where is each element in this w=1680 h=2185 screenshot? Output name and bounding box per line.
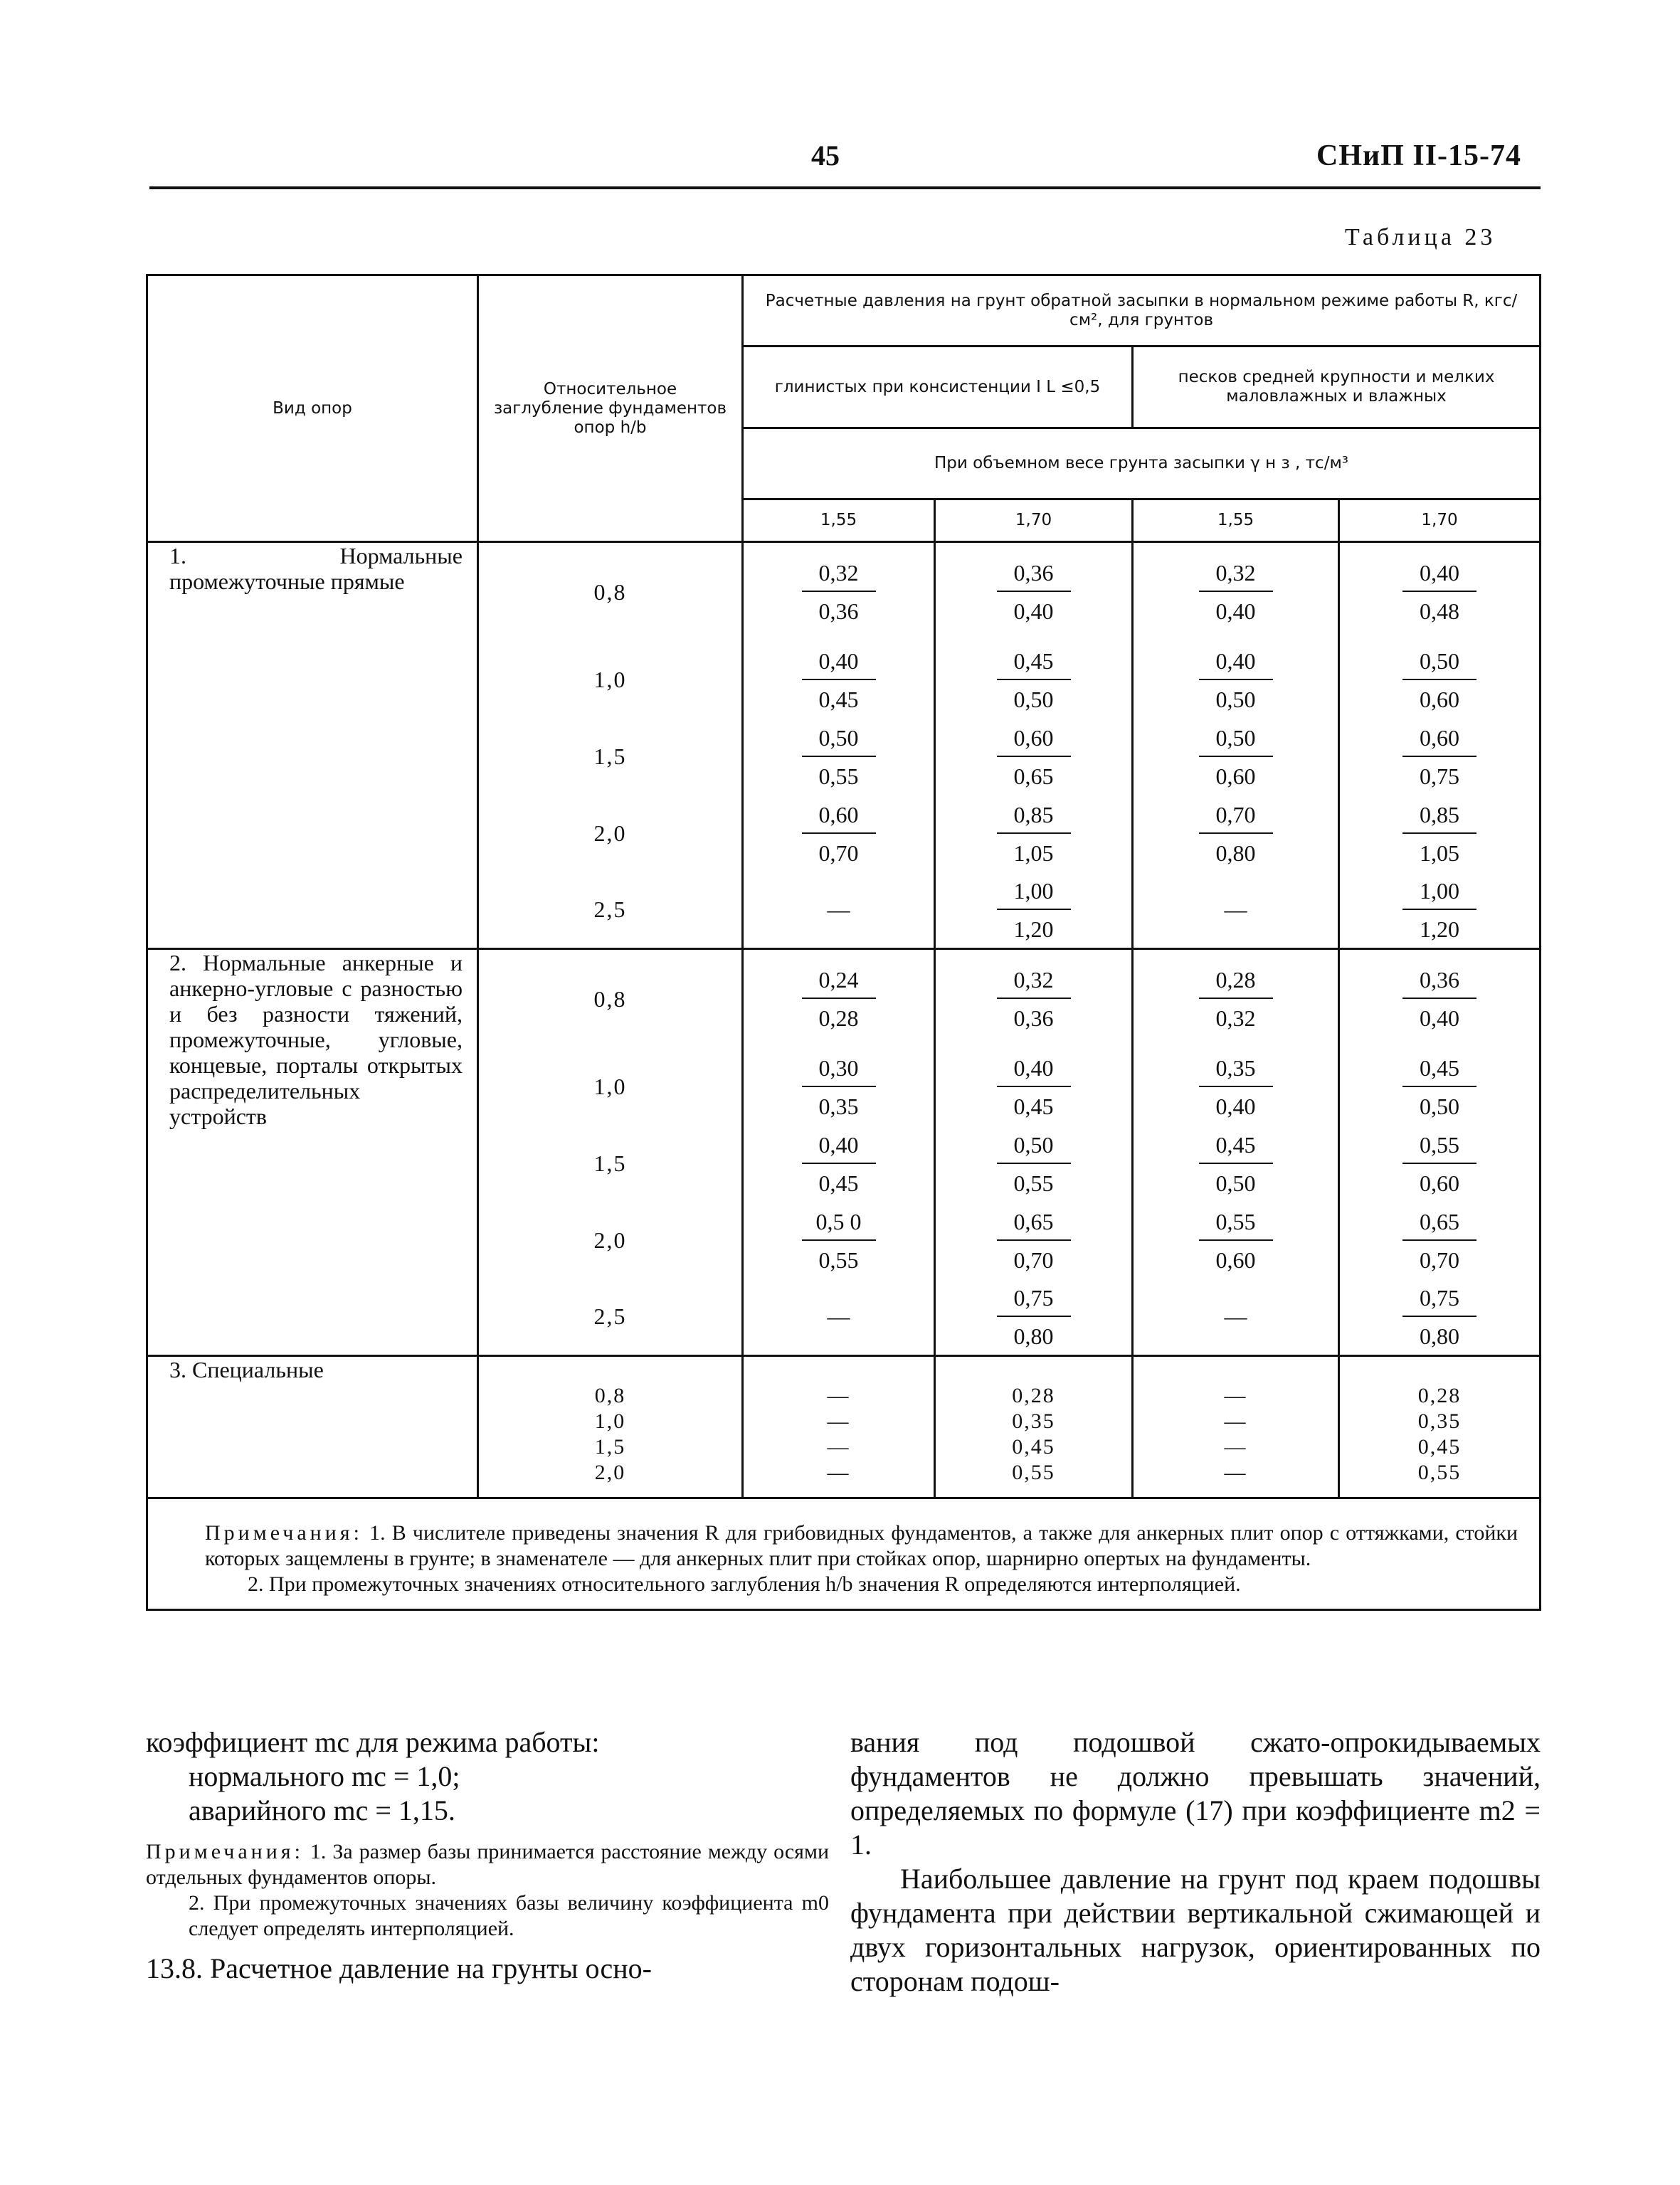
pressure-cell-2 [935, 642, 1133, 719]
numerator: 0,50 [997, 1130, 1071, 1164]
numerator: 0,28 [1199, 965, 1273, 999]
denominator: 0,75 [1420, 763, 1460, 789]
pressure-cell-3 [1133, 1279, 1339, 1356]
depth-value: 2,0 [478, 795, 743, 872]
pressure-cell-1 [743, 872, 935, 949]
numerator: 0,45 [997, 646, 1071, 680]
denominator: 0,60 [1215, 763, 1256, 789]
numerator: 0,32 [802, 558, 876, 592]
denominator: 1,05 [1013, 840, 1054, 866]
pressure-cell-2 [935, 1126, 1133, 1202]
pressure-cell-1 [743, 795, 935, 872]
fraction-value [1402, 558, 1476, 626]
special-col-1 [743, 1356, 935, 1498]
table-notes [147, 1498, 1541, 1610]
coef-line-2: нормального mc = 1,0; [189, 1760, 460, 1792]
header-rule [149, 186, 1541, 189]
depth-value: 0,8 [478, 949, 743, 1049]
depth-value: 1,0 [478, 642, 743, 719]
coef-line-3: аварийного mc = 1,15. [189, 1794, 455, 1826]
left-note-1: 1. За размер базы принимается расстояние между осями отдельных фундаментов опоры. [146, 1840, 829, 1889]
left-note-2: 2. При промежуточных значениях базы величину коэффициента m0 следует определять интерполяцией. [189, 1891, 829, 1940]
special-value: 0,35 [1417, 1409, 1462, 1433]
no-value-dash: — [1224, 896, 1247, 923]
denominator: 0,60 [1420, 1170, 1460, 1196]
special-value: — [827, 1434, 850, 1459]
pressure-cell-3 [1133, 642, 1339, 719]
denominator: 0,80 [1215, 840, 1256, 866]
numerator: 0,85 [1402, 800, 1476, 834]
numerator: 0,36 [1402, 965, 1476, 999]
fraction-value [1402, 1283, 1476, 1351]
denominator: 0,50 [1420, 1093, 1460, 1119]
pressure-cell-3 [1133, 719, 1339, 795]
no-value-dash: — [827, 896, 850, 923]
fraction-value [1402, 876, 1476, 944]
pressure-cell-4 [1339, 872, 1541, 949]
denominator: 0,70 [1420, 1247, 1460, 1273]
fraction-value [1402, 1053, 1476, 1121]
left-notes-title: Примечания: [146, 1840, 304, 1863]
denominator: 0,55 [818, 763, 859, 789]
numerator: 1,00 [1402, 876, 1476, 910]
special-value: — [1224, 1409, 1247, 1433]
denominator: 0,55 [818, 1247, 859, 1273]
denominator: 1,05 [1420, 840, 1460, 866]
pressure-cell-1 [743, 642, 935, 719]
numerator: 0,40 [997, 1053, 1071, 1087]
support-type-name: 1. Нормальные промежуточные прямые [147, 542, 478, 949]
denominator: 0,36 [818, 598, 859, 625]
denominator: 0,80 [1420, 1323, 1460, 1349]
depth-list [478, 1356, 743, 1498]
table-note-2: 2. При промежуточных значениях относительного заглубления h/b значения R определяются интерполяцией. [248, 1572, 1241, 1596]
special-value: 1,0 [594, 1409, 626, 1433]
table-23 [146, 274, 1541, 1611]
fraction-value [1199, 800, 1273, 868]
header-type: Вид опор [147, 275, 478, 542]
pressure-cell-3 [1133, 1049, 1339, 1126]
pressure-cell-3 [1133, 542, 1339, 642]
pressure-cell-2 [935, 795, 1133, 872]
pressure-cell-1 [743, 1279, 935, 1356]
pressure-cell-1 [743, 1049, 935, 1126]
fraction-value [802, 646, 876, 714]
depth-value: 1,5 [478, 1126, 743, 1202]
special-value: 0,45 [1417, 1434, 1462, 1459]
numerator: 0,40 [1199, 646, 1273, 680]
fraction-value [1402, 965, 1476, 1033]
header-soil-sand: песков средней крупности и мелких маловлажных и влажных [1133, 346, 1541, 428]
fraction-value [997, 646, 1071, 714]
fraction-value [802, 558, 876, 626]
fraction-value [997, 723, 1071, 791]
fraction-value [997, 1283, 1071, 1351]
table-row [147, 1356, 1541, 1498]
numerator: 0,55 [1402, 1130, 1476, 1164]
fraction-value [997, 965, 1071, 1033]
fraction-value [1402, 1207, 1476, 1275]
weight-sand-170: 1,70 [1339, 499, 1541, 542]
denominator: 0,40 [1013, 598, 1054, 625]
denominator: 1,20 [1013, 916, 1054, 942]
weight-clay-155: 1,55 [743, 499, 935, 542]
special-col-3 [1133, 1356, 1339, 1498]
denominator: 0,60 [1215, 1247, 1256, 1273]
numerator: 0,40 [802, 1130, 876, 1164]
table-label: Таблица 23 [1345, 224, 1496, 250]
numerator: 0,70 [1199, 800, 1273, 834]
denominator: 0,45 [818, 686, 859, 712]
numerator: 0,65 [1402, 1207, 1476, 1241]
denominator: 0,50 [1215, 686, 1256, 712]
fraction-value [802, 723, 876, 791]
special-value: — [1224, 1460, 1247, 1484]
denominator: 1,20 [1420, 916, 1460, 942]
right-para-1: вания под подошвой сжато-опрокидываемых фундаментов не должно превышать значений, определяемых по формуле (17) при коэффициенте m2 = 1. [850, 1726, 1541, 1861]
header-soil-clay: глинистых при консистенции I L ≤0,5 [743, 346, 1133, 428]
pressure-cell-1 [743, 542, 935, 642]
denominator: 0,45 [1013, 1093, 1054, 1119]
weight-clay-170: 1,70 [935, 499, 1133, 542]
special-value: 0,28 [1417, 1383, 1462, 1407]
fraction-value [997, 1207, 1071, 1275]
numerator: 0,32 [1199, 558, 1273, 592]
depth-value: 2,5 [478, 1279, 743, 1356]
denominator: 0,45 [818, 1170, 859, 1196]
table-note-1: 1. В числителе приведены значения R для грибовидных фундаментов, а также для анкерных плит опор с оттяжками, стойки которых защемлены в грунте; в знаменателе — для анкерных плит при стойках опор, шарнирно опертых на фундаменты. [205, 1521, 1518, 1570]
numerator: 0,35 [1199, 1053, 1273, 1087]
group-1 [147, 542, 1541, 949]
fraction-value [997, 876, 1071, 944]
pressure-cell-2 [935, 542, 1133, 642]
denominator: 0,70 [818, 840, 859, 866]
support-type-name: 3. Специальные [147, 1356, 478, 1498]
denominator: 0,40 [1420, 1005, 1460, 1032]
fraction-value [802, 1053, 876, 1121]
numerator: 0,60 [1402, 723, 1476, 757]
pressure-cell-4 [1339, 542, 1541, 642]
pressure-cell-3 [1133, 872, 1339, 949]
fraction-value [1199, 1130, 1273, 1198]
special-value: 0,8 [594, 1383, 626, 1407]
denominator: 0,40 [1215, 598, 1256, 625]
denominator: 0,65 [1013, 763, 1054, 789]
pressure-cell-3 [1133, 1126, 1339, 1202]
denominator: 0,40 [1215, 1093, 1256, 1119]
no-value-dash: — [1224, 1303, 1247, 1330]
coef-line-1: коэффициент mc для режима работы: [146, 1726, 600, 1758]
numerator: 0,45 [1199, 1130, 1273, 1164]
denominator: 0,28 [818, 1005, 859, 1032]
fraction-value [1199, 965, 1273, 1033]
pressure-cell-4 [1339, 719, 1541, 795]
numerator: 0,5 0 [802, 1207, 876, 1241]
numerator: 0,40 [802, 646, 876, 680]
special-value: 2,0 [594, 1460, 626, 1484]
numerator: 0,50 [1402, 646, 1476, 680]
depth-value: 2,5 [478, 872, 743, 949]
header-pressure: Расчетные давления на грунт обратной засыпки в нормальном режиме работы R, кгс/см², для грунтов [743, 275, 1541, 346]
fraction-value [997, 558, 1071, 626]
numerator: 0,30 [802, 1053, 876, 1087]
pressure-cell-1 [743, 1126, 935, 1202]
pressure-cell-3 [1133, 1202, 1339, 1279]
special-col-4 [1339, 1356, 1541, 1498]
document-code: СНиП II-15-74 [1316, 139, 1522, 172]
pressure-cell-2 [935, 949, 1133, 1049]
pressure-cell-4 [1339, 949, 1541, 1049]
fraction-value [997, 1130, 1071, 1198]
fraction-value [1199, 558, 1273, 626]
numerator: 0,60 [997, 723, 1071, 757]
left-column [146, 1725, 829, 1986]
pressure-cell-2 [935, 1279, 1133, 1356]
group-2 [147, 949, 1541, 1356]
denominator: 0,36 [1013, 1005, 1054, 1032]
numerator: 1,00 [997, 876, 1071, 910]
denominator: 0,50 [1215, 1170, 1256, 1196]
special-value: 0,55 [1012, 1460, 1055, 1484]
special-value: 0,55 [1417, 1460, 1462, 1484]
denominator: 0,55 [1013, 1170, 1054, 1196]
special-value: — [1224, 1434, 1247, 1459]
special-value: 0,28 [1012, 1383, 1055, 1407]
depth-value: 2,0 [478, 1202, 743, 1279]
right-column [850, 1725, 1541, 1999]
numerator: 0,32 [997, 965, 1071, 999]
pressure-cell-2 [935, 872, 1133, 949]
header-unit-weight: При объемном весе грунта засыпки γ н з , тс/м³ [743, 428, 1541, 499]
pressure-cell-2 [935, 719, 1133, 795]
special-value: 0,45 [1012, 1434, 1055, 1459]
fraction-value [1402, 646, 1476, 714]
numerator: 0,55 [1199, 1207, 1273, 1241]
pressure-cell-1 [743, 949, 935, 1049]
denominator: 0,35 [818, 1093, 859, 1119]
numerator: 0,45 [1402, 1053, 1476, 1087]
table-notes-title: Примечания: [205, 1521, 363, 1545]
denominator: 0,48 [1420, 598, 1460, 625]
pressure-cell-4 [1339, 1126, 1541, 1202]
pressure-cell-3 [1133, 949, 1339, 1049]
depth-value: 1,0 [478, 1049, 743, 1126]
weight-sand-155: 1,55 [1133, 499, 1339, 542]
numerator: 0,75 [997, 1283, 1071, 1317]
fraction-value [1199, 723, 1273, 791]
numerator: 0,40 [1402, 558, 1476, 592]
numerator: 0,50 [802, 723, 876, 757]
special-value: — [827, 1460, 850, 1484]
numerator: 0,36 [997, 558, 1071, 592]
support-type-name: 2. Нормальные анкерные и анкерно-угловые с разностью и без разности тяжений, промежуточные, угловые, концевые, порталы открытых распределительных устройств [147, 949, 478, 1356]
pressure-cell-4 [1339, 795, 1541, 872]
fraction-value [1402, 723, 1476, 791]
header-depth: Относительное заглубление фундаментов опор h/b [478, 275, 743, 542]
denominator: 0,50 [1013, 686, 1054, 712]
numerator: 0,60 [802, 800, 876, 834]
numerator: 0,65 [997, 1207, 1071, 1241]
fraction-value [802, 1207, 876, 1275]
pressure-cell-1 [743, 1202, 935, 1279]
no-value-dash: — [827, 1303, 850, 1330]
special-value: 1,5 [594, 1434, 626, 1459]
fraction-value [802, 1130, 876, 1198]
denominator: 0,70 [1013, 1247, 1054, 1273]
fraction-value [997, 800, 1071, 868]
special-value: — [1224, 1383, 1247, 1407]
fraction-value [1199, 1053, 1273, 1121]
special-value: — [827, 1383, 850, 1407]
pressure-cell-4 [1339, 1279, 1541, 1356]
numerator: 0,75 [1402, 1283, 1476, 1317]
pressure-cell-4 [1339, 642, 1541, 719]
special-col-2 [935, 1356, 1133, 1498]
pressure-cell-2 [935, 1202, 1133, 1279]
fraction-value [1402, 1130, 1476, 1198]
depth-value: 1,5 [478, 719, 743, 795]
fraction-value [802, 800, 876, 868]
denominator: 0,80 [1013, 1323, 1054, 1349]
pressure-cell-3 [1133, 795, 1339, 872]
fraction-value [1199, 1207, 1273, 1275]
group-3 [147, 1356, 1541, 1498]
numerator: 0,85 [997, 800, 1071, 834]
pressure-cell-2 [935, 1049, 1133, 1126]
pressure-cell-1 [743, 719, 935, 795]
fraction-value [1199, 646, 1273, 714]
table-row [147, 542, 1541, 642]
special-value: 0,35 [1012, 1409, 1055, 1433]
fraction-value [1402, 800, 1476, 868]
section-13-8: 13.8. Расчетное давление на грунты осно- [146, 1952, 652, 1984]
special-value: — [827, 1409, 850, 1433]
numerator: 0,24 [802, 965, 876, 999]
fraction-value [997, 1053, 1071, 1121]
right-para-2: Наибольшее давление на грунт под краем подошвы фундамента при действии вертикальной сжимающей и двух горизонтальных нагрузок, ориентированных по сторонам подош- [850, 1863, 1541, 1997]
pressure-cell-4 [1339, 1202, 1541, 1279]
numerator: 0,50 [1199, 723, 1273, 757]
denominator: 0,60 [1420, 686, 1460, 712]
table-row [147, 949, 1541, 1049]
fraction-value [802, 965, 876, 1033]
depth-value: 0,8 [478, 542, 743, 642]
page-number: 45 [811, 139, 840, 171]
denominator: 0,32 [1215, 1005, 1256, 1032]
pressure-cell-4 [1339, 1049, 1541, 1126]
